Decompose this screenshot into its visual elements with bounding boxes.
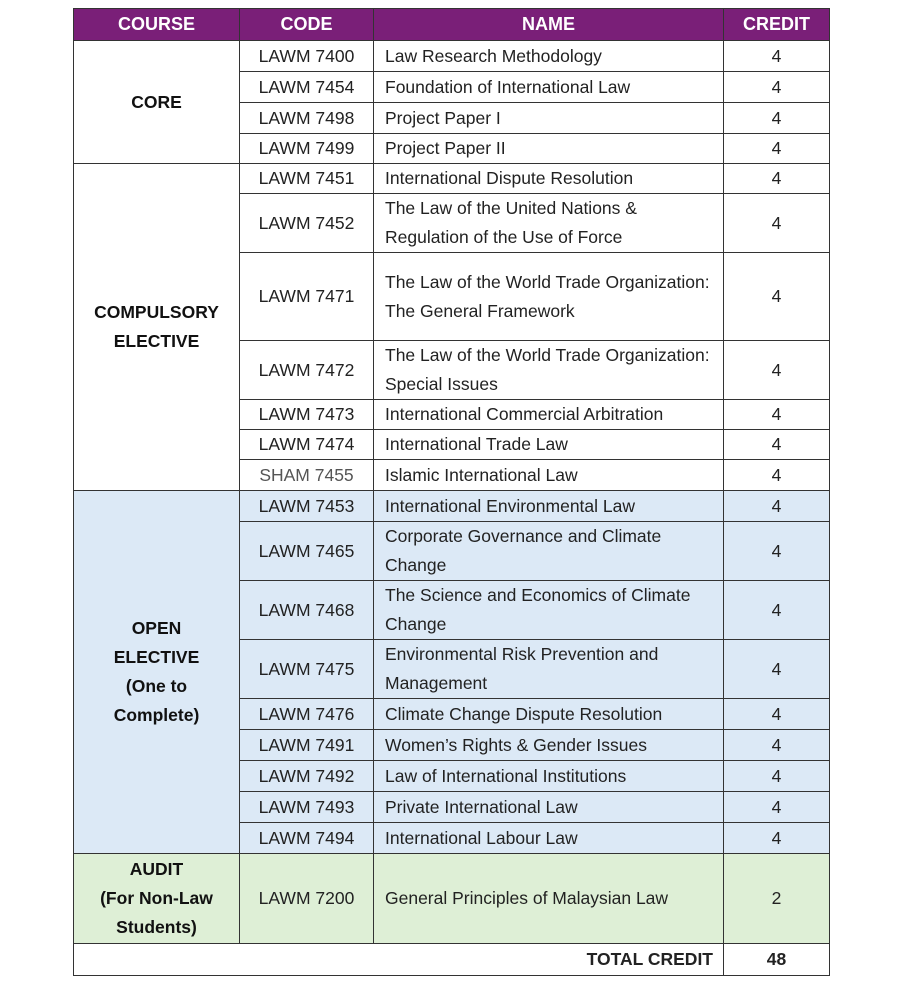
- group-label-line: AUDIT: [129, 859, 184, 879]
- course-name: Climate Change Dispute Resolution: [374, 699, 724, 730]
- table-body: [74, 41, 830, 944]
- course-name: The Science and Economics of Climate Change: [374, 581, 724, 640]
- course-name: General Principles of Malaysian Law: [374, 854, 724, 944]
- course-name: International Environmental Law: [374, 491, 724, 522]
- course-code: LAWM 7472: [240, 341, 374, 400]
- course-code: LAWM 7492: [240, 761, 374, 792]
- course-table: [73, 8, 830, 976]
- course-code: LAWM 7498: [240, 103, 374, 134]
- header-credit: CREDIT: [724, 9, 830, 41]
- course-credit: 4: [724, 491, 830, 522]
- course-name: Private International Law: [374, 792, 724, 823]
- course-credit: 4: [724, 522, 830, 581]
- course-credit: 4: [724, 72, 830, 103]
- course-credit: 4: [724, 823, 830, 854]
- group-label-line: COMPULSORY: [94, 302, 219, 322]
- course-name: International Labour Law: [374, 823, 724, 854]
- header-code: CODE: [240, 9, 374, 41]
- group-label-line: (One to: [125, 676, 188, 696]
- course-name: Law of International Institutions: [374, 761, 724, 792]
- course-name: Islamic International Law: [374, 460, 724, 491]
- course-code: LAWM 7491: [240, 730, 374, 761]
- group-label: [74, 41, 240, 164]
- course-credit: 2: [724, 854, 830, 944]
- table-row: [74, 41, 830, 72]
- table-row: [74, 491, 830, 522]
- course-credit: 4: [724, 103, 830, 134]
- course-code: LAWM 7474: [240, 430, 374, 460]
- course-name: The Law of the World Trade Organization: The General Framework: [374, 253, 724, 341]
- course-credit: 4: [724, 640, 830, 699]
- course-code: LAWM 7453: [240, 491, 374, 522]
- course-credit: 4: [724, 430, 830, 460]
- course-code: LAWM 7452: [240, 194, 374, 253]
- total-label: TOTAL CREDIT: [74, 944, 724, 976]
- course-code: LAWM 7454: [240, 72, 374, 103]
- course-code: LAWM 7471: [240, 253, 374, 341]
- course-credit: 4: [724, 581, 830, 640]
- group-label: [74, 164, 240, 491]
- course-name: Foundation of International Law: [374, 72, 724, 103]
- course-code: SHAM 7455: [240, 460, 374, 491]
- header-course: COURSE: [74, 9, 240, 41]
- group-label: [74, 854, 240, 944]
- table-row: [74, 854, 830, 944]
- course-name: Corporate Governance and Climate Change: [374, 522, 724, 581]
- course-code: LAWM 7400: [240, 41, 374, 72]
- course-name: Women’s Rights & Gender Issues: [374, 730, 724, 761]
- course-code: LAWM 7465: [240, 522, 374, 581]
- course-credit: 4: [724, 400, 830, 430]
- group-label-line: ELECTIVE: [113, 647, 200, 667]
- course-code: LAWM 7493: [240, 792, 374, 823]
- group-label: [74, 491, 240, 854]
- course-name: International Dispute Resolution: [374, 164, 724, 194]
- group-label-line: Students): [116, 917, 197, 937]
- course-credit: 4: [724, 460, 830, 491]
- course-name: Project Paper II: [374, 134, 724, 164]
- course-name: Project Paper I: [374, 103, 724, 134]
- group-label-line: ELECTIVE: [113, 331, 200, 351]
- course-name: Environmental Risk Prevention and Management: [374, 640, 724, 699]
- course-credit: 4: [724, 253, 830, 341]
- table-header-row: [74, 9, 830, 41]
- table-row: [74, 164, 830, 194]
- course-code: LAWM 7476: [240, 699, 374, 730]
- course-code: LAWM 7475: [240, 640, 374, 699]
- course-code: LAWM 7468: [240, 581, 374, 640]
- course-name: Law Research Methodology: [374, 41, 724, 72]
- group-label-line: Complete): [113, 705, 200, 725]
- course-code: LAWM 7494: [240, 823, 374, 854]
- total-row: [74, 944, 830, 976]
- course-name: The Law of the World Trade Organization: Special Issues: [374, 341, 724, 400]
- course-credit: 4: [724, 699, 830, 730]
- group-label-line: OPEN: [131, 618, 182, 638]
- course-name: International Trade Law: [374, 430, 724, 460]
- course-name: International Commercial Arbitration: [374, 400, 724, 430]
- course-credit: 4: [724, 341, 830, 400]
- course-credit: 4: [724, 792, 830, 823]
- total-value: 48: [724, 944, 830, 976]
- course-credit: 4: [724, 41, 830, 72]
- course-credit: 4: [724, 164, 830, 194]
- course-code: LAWM 7200: [240, 854, 374, 944]
- course-code: LAWM 7499: [240, 134, 374, 164]
- course-name: The Law of the United Nations & Regulation of the Use of Force: [374, 194, 724, 253]
- course-credit: 4: [724, 761, 830, 792]
- course-credit: 4: [724, 730, 830, 761]
- course-code: LAWM 7451: [240, 164, 374, 194]
- course-credit: 4: [724, 194, 830, 253]
- course-code: LAWM 7473: [240, 400, 374, 430]
- header-name: NAME: [374, 9, 724, 41]
- course-table-container: [73, 8, 829, 976]
- group-label-line: (For Non-Law: [100, 888, 213, 908]
- group-label-line: CORE: [131, 91, 182, 112]
- course-credit: 4: [724, 134, 830, 164]
